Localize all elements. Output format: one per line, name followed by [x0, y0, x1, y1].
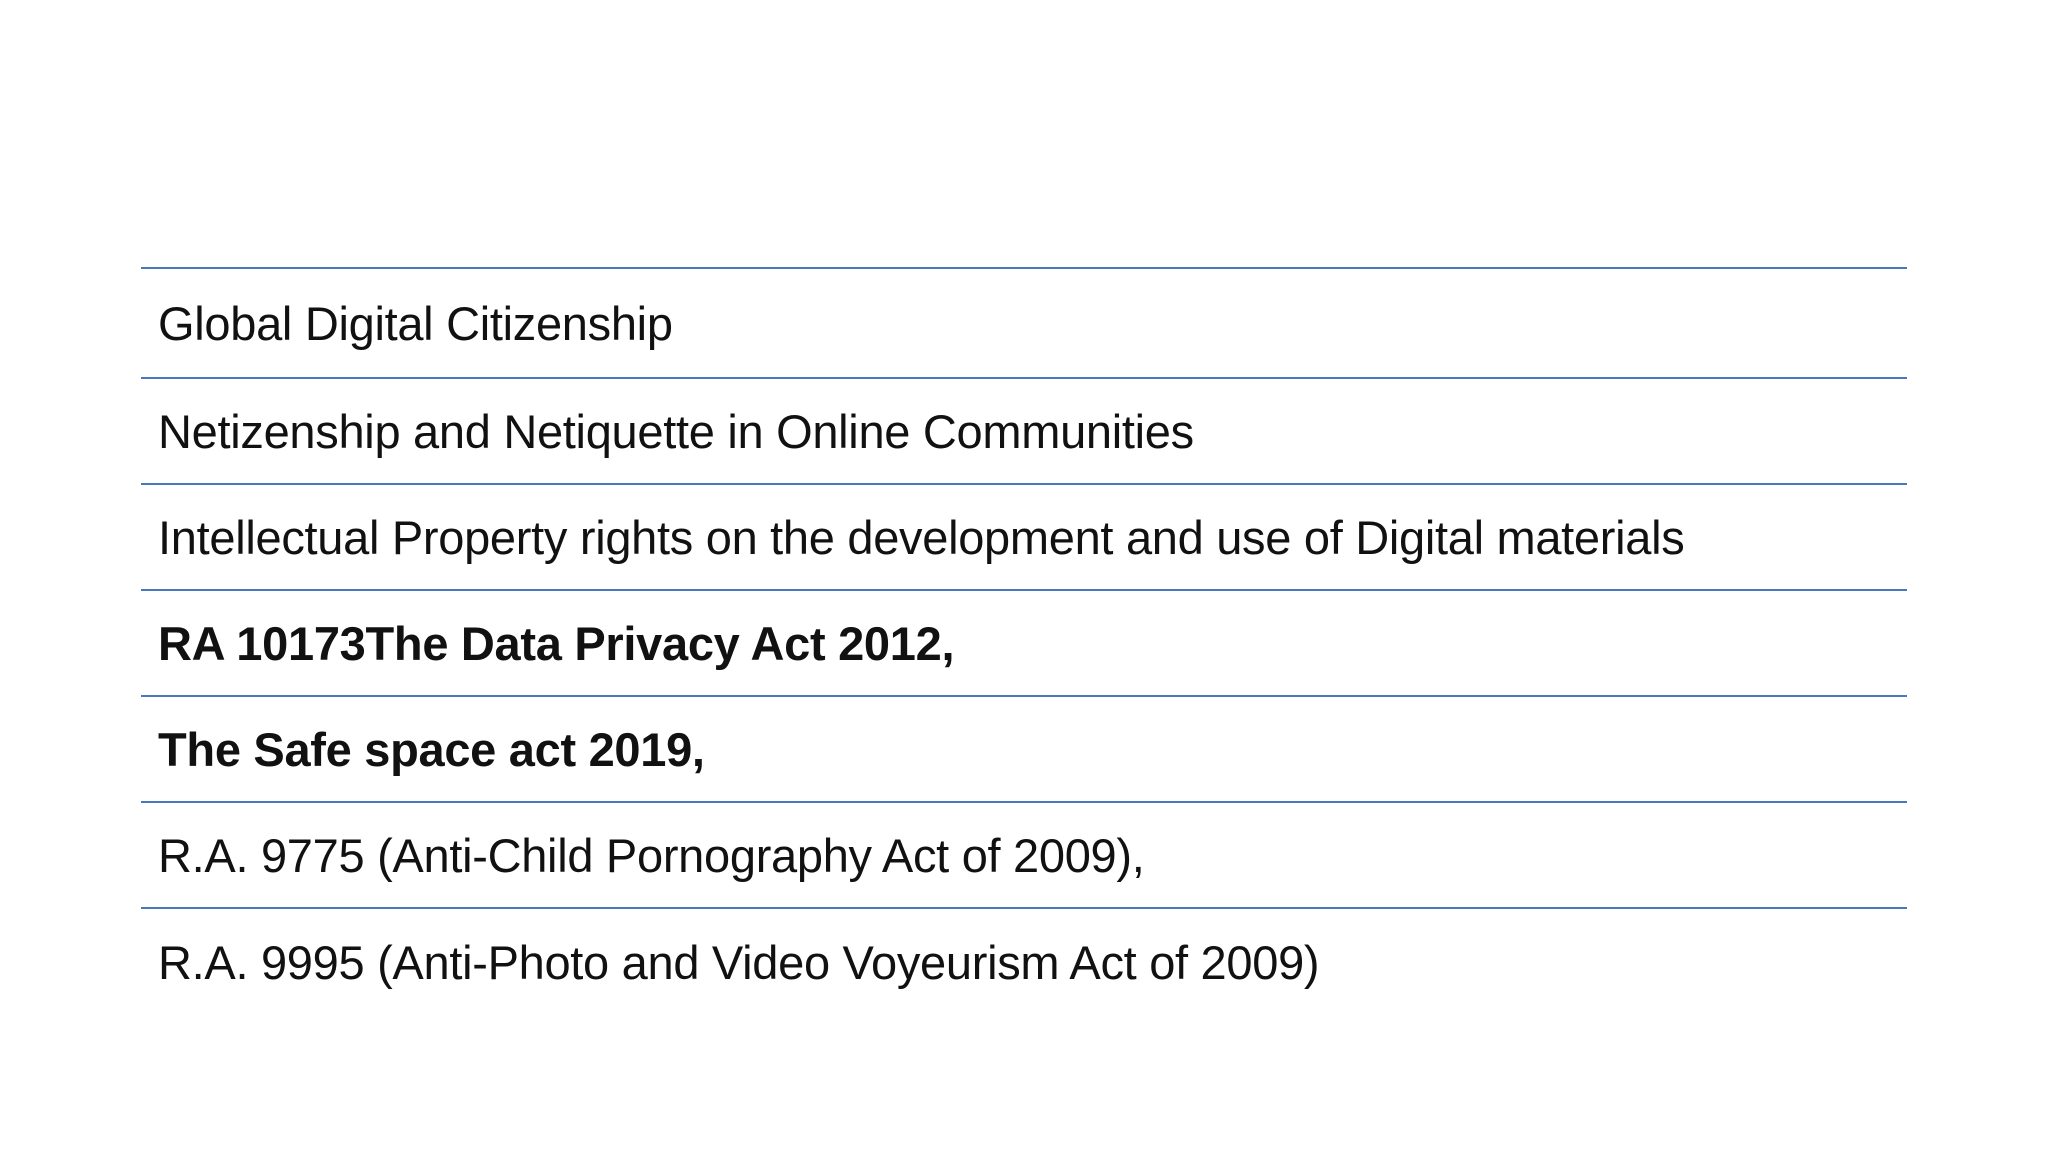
list-item [141, 907, 1907, 1015]
list-item [141, 483, 1907, 591]
list-item-text: R.A. 9995 (Anti-Photo and Video Voyeurism Act of 2009) [158, 935, 1320, 989]
list-item [141, 377, 1907, 485]
list-item [141, 801, 1907, 909]
list-item [141, 269, 1907, 379]
list-item-text: RA 10173The Data Privacy Act 2012, [158, 616, 955, 670]
list-item-text: The Safe space act 2019, [158, 722, 705, 776]
list-item-text: Intellectual Property rights on the development and use of Digital materials [158, 510, 1685, 564]
list-item-text: Netizenship and Netiquette in Online Communities [158, 404, 1194, 458]
topic-list [141, 267, 1907, 1015]
list-item [141, 589, 1907, 697]
list-item-text: R.A. 9775 (Anti-Child Pornography Act of 2009), [158, 828, 1145, 882]
list-item [141, 695, 1907, 803]
list-item-text: Global Digital Citizenship [158, 296, 673, 350]
